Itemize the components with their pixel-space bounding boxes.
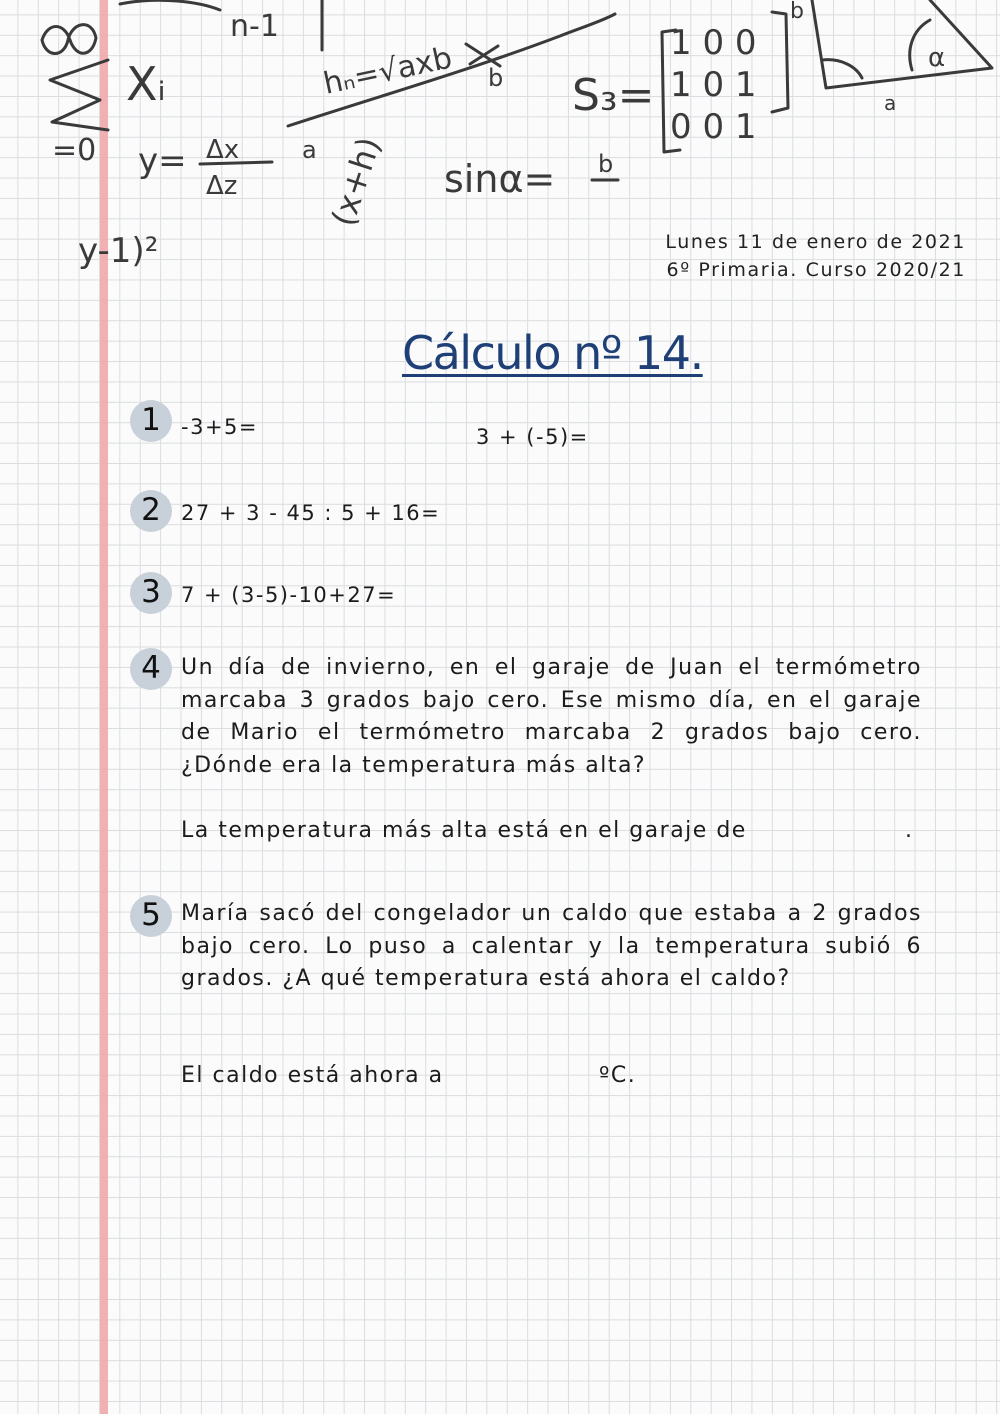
x-plus-h: (x+h) [323,132,389,231]
exercise-3-expression: 7 + (3-5)-10+27= [181,583,397,607]
exercise-5-answer-suffix: ºC. [599,1063,637,1088]
header-info [665,228,966,284]
alpha-symbol: α [928,43,946,73]
matrix-right-bracket [772,12,788,112]
exercise-number-4: 4 [130,648,172,690]
infinity-symbol [42,25,96,54]
sigma-symbol [50,60,108,130]
angle-arc [910,20,930,70]
triangle-shape [812,0,992,88]
delta-x: Δx [206,135,240,165]
y-equals: y= [138,141,187,181]
exercise-4-problem: Un día de invierno, en el garaje de Juan el termómetro marcaba 3 grados bajo cero. Ese mismo día, en el garaje de Mario el termómetro marcaba 2 grados bajo cero. ¿Dónde era la temperatura más alta? [181,655,922,778]
sine-formula: sinα= [444,157,556,201]
exercise-5-problem: María sacó del congelador un caldo que estaba a 2 grados bajo cero. Lo puso a calentar y la temperatura subió 6 grados. ¿A qué temperatura está ahora el caldo? [181,901,922,992]
page-title: Cálculo nº 14. [402,326,703,380]
label-b-top: b [790,0,804,24]
exercise-1-expression-a: -3+5= [181,415,258,439]
exercise-5-answer-prefix: El caldo está ahora a [181,1063,444,1088]
top-stroke [120,0,220,10]
h-sub-n-formula: hₙ=√axb [320,40,456,102]
n-minus-1: n-1 [230,9,279,44]
y-minus-1-squared: y-1)² [78,231,159,271]
course-line: 6º Primaria. Curso 2020/21 [666,259,966,281]
exercise-number-1: 1 [130,400,172,442]
matrix-row-3: 0 0 1 [670,107,757,147]
exercise-4-answer-suffix: . [905,818,914,843]
exercise-number-5: 5 [130,895,172,937]
s-sub-3: S₃= [572,70,655,121]
label-a-triangle: a [884,91,897,115]
x-sub-i: Xᵢ [126,57,166,111]
matrix-row-2: 1 0 1 [670,65,757,105]
matrix-row-1: 1 0 0 [670,23,757,63]
exercise-1-expression-b: 3 + (-5)= [476,425,589,449]
label-b: b [488,64,504,92]
sine-b: b [598,150,614,178]
exercise-number-2: 2 [130,490,172,532]
fraction-bar [200,162,272,164]
equals-zero: =0 [52,133,97,168]
date-line: Lunes 11 de enero de 2021 [665,231,966,253]
exercise-2-expression: 27 + 3 - 45 : 5 + 16= [181,501,441,525]
exercise-4-answer-prefix: La temperatura más alta está en el garaje de [181,818,747,843]
right-angle-arc [822,60,862,78]
delta-z: Δz [206,171,238,201]
label-a: a [302,136,317,164]
exercise-number-3: 3 [130,572,172,614]
